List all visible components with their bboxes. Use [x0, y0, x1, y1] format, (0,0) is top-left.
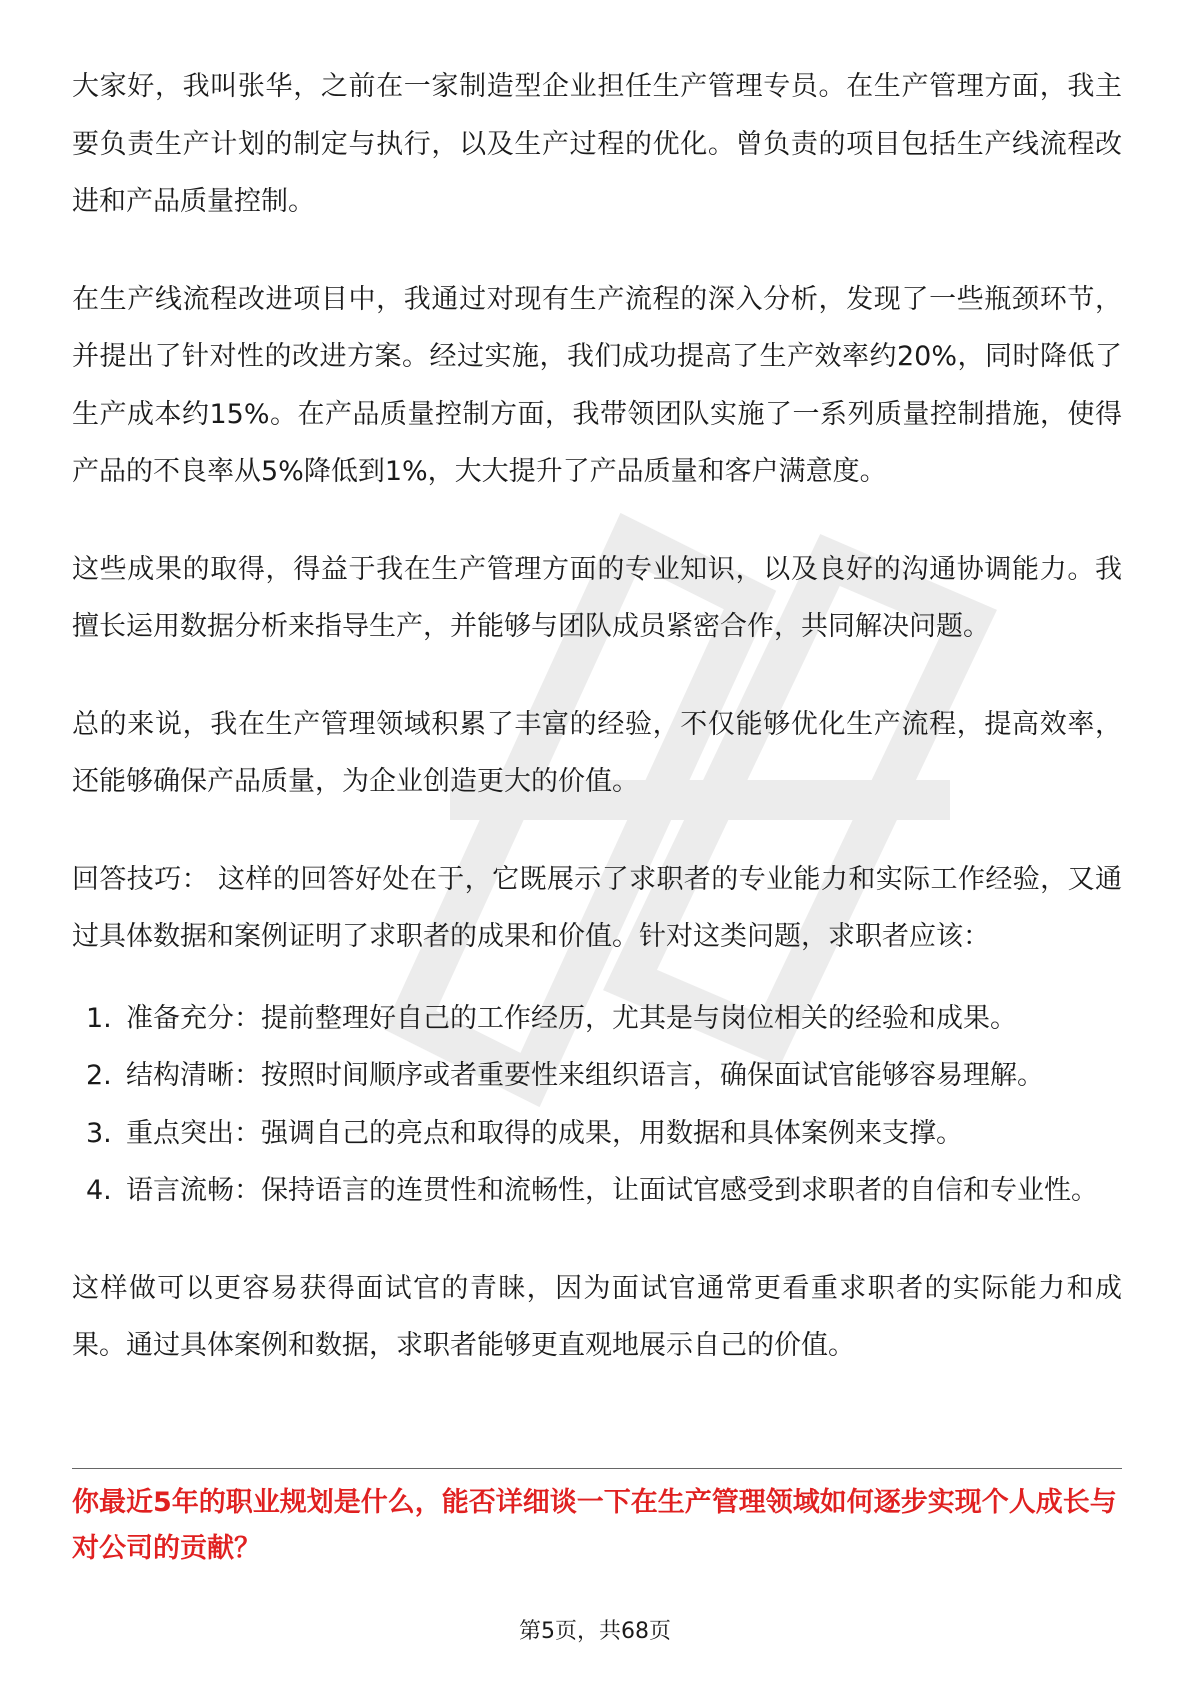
document-body — [72, 58, 1122, 1375]
list-number: 3. — [86, 1117, 112, 1149]
paragraph-skills: 这些成果的取得，得益于我在生产管理方面的专业知识，以及良好的沟通协调能力。我擅长运用数据分析来指导生产，并能够与团队成员紧密合作，共同解决问题。 — [72, 553, 1122, 642]
section-divider — [72, 1468, 1122, 1469]
list-item — [72, 1047, 1122, 1105]
list-number: 2. — [86, 1060, 112, 1091]
list-text: 语言流畅：保持语言的连贯性和流畅性，让面试官感受到求职者的自信和专业性。 — [126, 1175, 1098, 1206]
list-number: 4. — [86, 1175, 112, 1206]
page-footer: 第5页，共68页 — [519, 1619, 671, 1644]
list-item — [72, 1105, 1122, 1163]
paragraph-project: 在生产线流程改进项目中，我通过对现有生产流程的深入分析，发现了一些瓶颈环节，并提出了针对性的改进方案。经过实施，我们成功提高了生产效率约20%，同时降低了生产成本约15%。在产品质量控制方面，我带领团队实施了一系列质量控制措施，使得产品的不良率从5%降低到1%，大大提升了产品质量和客户满意度。 — [72, 283, 1122, 487]
paragraph-summary: 总的来说，我在生产管理领域积累了丰富的经验，不仅能够优化生产流程，提高效率，还能够确保产品质量，为企业创造更大的价值。 — [72, 708, 1122, 797]
list-item — [72, 1162, 1122, 1220]
list-text: 重点突出：强调自己的亮点和取得的成果，用数据和具体案例来支撑。 — [126, 1117, 963, 1149]
next-question-heading: 你最近5年的职业规划是什么，能否详细谈一下在生产管理领域如何逐步实现个人成长与对公司的贡献？ — [72, 1487, 1117, 1564]
list-item — [72, 990, 1122, 1048]
paragraph-tips-intro: 回答技巧： 这样的回答好处在于，它既展示了求职者的专业能力和实际工作经验，又通过具体数据和案例证明了求职者的成果和价值。针对这类问题，求职者应该： — [72, 863, 1122, 952]
tips-list — [72, 990, 1122, 1220]
paragraph-closing: 这样做可以更容易获得面试官的青睐，因为面试官通常更看重求职者的实际能力和成果。通过具体案例和数据，求职者能够更直观地展示自己的价值。 — [72, 1272, 1122, 1361]
list-text: 结构清晰：按照时间顺序或者重要性来组织语言，确保面试官能够容易理解。 — [126, 1060, 1044, 1091]
list-number: 1. — [86, 1002, 112, 1034]
list-text: 准备充分：提前整理好自己的工作经历，尤其是与岗位相关的经验和成果。 — [126, 1002, 1017, 1034]
paragraph-intro: 大家好，我叫张华，之前在一家制造型企业担任生产管理专员。在生产管理方面，我主要负责生产计划的制定与执行，以及生产过程的优化。曾负责的项目包括生产线流程改进和产品质量控制。 — [72, 71, 1122, 217]
